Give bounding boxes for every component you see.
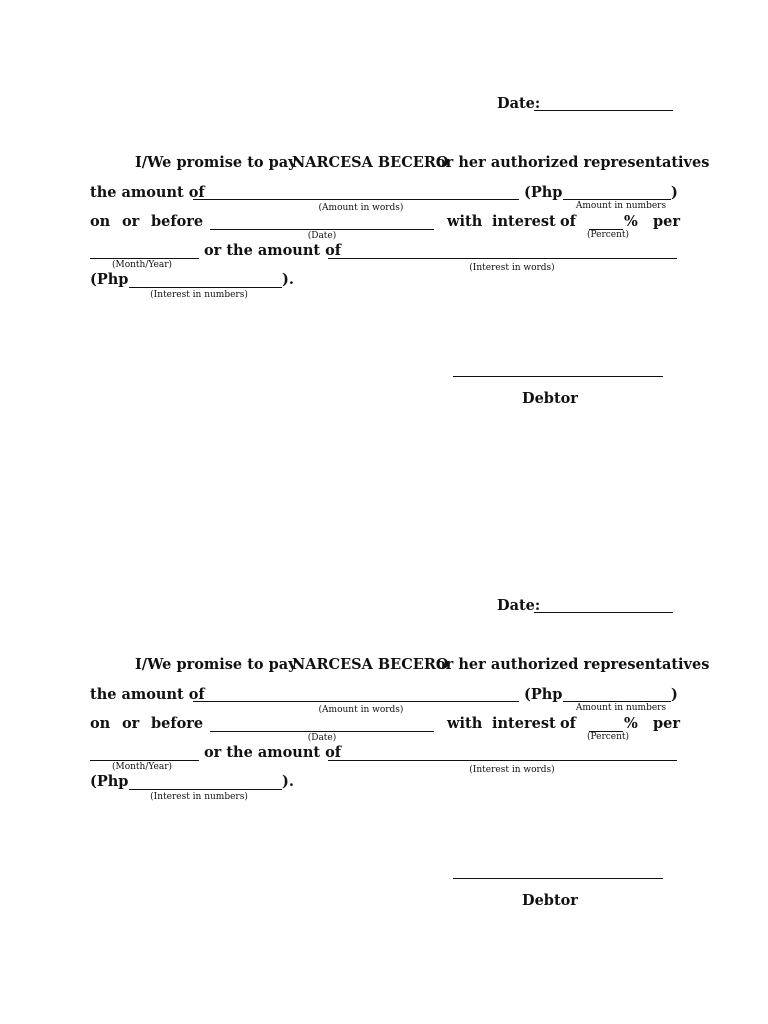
php-open-2: (Php	[90, 773, 129, 790]
date-hint: (Date)	[307, 733, 337, 743]
month-year-hint: (Month/Year)	[111, 260, 173, 270]
percent-hint: (Percent)	[586, 230, 630, 240]
amount-in-numbers-field[interactable]	[563, 199, 671, 200]
interest-in-words-hint: (Interest in words)	[469, 765, 555, 775]
close-paren: )	[671, 184, 678, 201]
promissory-note-1	[0, 0, 768, 502]
interest-in-words-field[interactable]	[328, 760, 677, 761]
word-with: with	[447, 715, 483, 732]
php-open: (Php	[524, 184, 563, 201]
close-end: ).	[282, 773, 294, 790]
word-interest: interest	[492, 213, 556, 230]
percent-sign: %	[624, 715, 638, 732]
signature-line[interactable]	[453, 376, 663, 377]
word-or: or	[122, 715, 140, 732]
interest-in-numbers-hint: (Interest in numbers)	[150, 290, 248, 300]
or-amount-of-label: or the amount of	[204, 744, 342, 761]
or-amount-of-label: or the amount of	[204, 242, 342, 259]
amount-in-words-field[interactable]	[193, 199, 519, 200]
month-year-field[interactable]	[90, 760, 199, 761]
debtor-label: Debtor	[522, 892, 578, 909]
promise-end: or her authorized representatives	[436, 154, 710, 171]
amount-in-words-hint: (Amount in words)	[318, 705, 404, 715]
date-hint: (Date)	[307, 231, 337, 241]
date-field[interactable]	[534, 612, 673, 613]
interest-in-words-field[interactable]	[328, 258, 677, 259]
word-per: per	[653, 213, 681, 230]
word-interest: interest	[492, 715, 556, 732]
amount-of-label: the amount of	[90, 184, 205, 201]
word-or: or	[122, 213, 140, 230]
debtor-label: Debtor	[522, 390, 578, 407]
month-year-field[interactable]	[90, 258, 199, 259]
word-of: of	[560, 213, 576, 230]
amount-in-words-field[interactable]	[193, 701, 519, 702]
php-open: (Php	[524, 686, 563, 703]
php-open-2: (Php	[90, 271, 129, 288]
interest-in-words-hint: (Interest in words)	[469, 263, 555, 273]
date-label: Date:	[497, 597, 541, 614]
word-on: on	[90, 715, 111, 732]
close-end: ).	[282, 271, 294, 288]
amount-in-words-hint: (Amount in words)	[318, 203, 404, 213]
close-paren: )	[671, 686, 678, 703]
word-per: per	[653, 715, 681, 732]
percent-hint: (Percent)	[586, 732, 630, 742]
amount-in-numbers-hint: Amount in numbers	[575, 703, 667, 713]
word-on: on	[90, 213, 111, 230]
amount-of-label: the amount of	[90, 686, 205, 703]
promissory-note-2	[0, 502, 768, 1004]
interest-in-numbers-hint: (Interest in numbers)	[150, 792, 248, 802]
word-with: with	[447, 213, 483, 230]
month-year-hint: (Month/Year)	[111, 762, 173, 772]
payee-name: NARCESA BECERO	[292, 154, 449, 171]
payee-name: NARCESA BECERO	[292, 656, 449, 673]
interest-in-numbers-field[interactable]	[129, 789, 282, 790]
due-date-field[interactable]	[210, 731, 434, 732]
promise-start: I/We promise to pay	[135, 656, 297, 673]
word-before: before	[151, 715, 204, 732]
word-of: of	[560, 715, 576, 732]
percent-sign: %	[624, 213, 638, 230]
date-label: Date:	[497, 95, 541, 112]
word-before: before	[151, 213, 204, 230]
amount-in-numbers-hint: Amount in numbers	[575, 201, 667, 211]
amount-in-numbers-field[interactable]	[563, 701, 671, 702]
promise-end: or her authorized representatives	[436, 656, 710, 673]
date-field[interactable]	[534, 110, 673, 111]
promise-start: I/We promise to pay	[135, 154, 297, 171]
due-date-field[interactable]	[210, 229, 434, 230]
interest-in-numbers-field[interactable]	[129, 287, 282, 288]
signature-line[interactable]	[453, 878, 663, 879]
